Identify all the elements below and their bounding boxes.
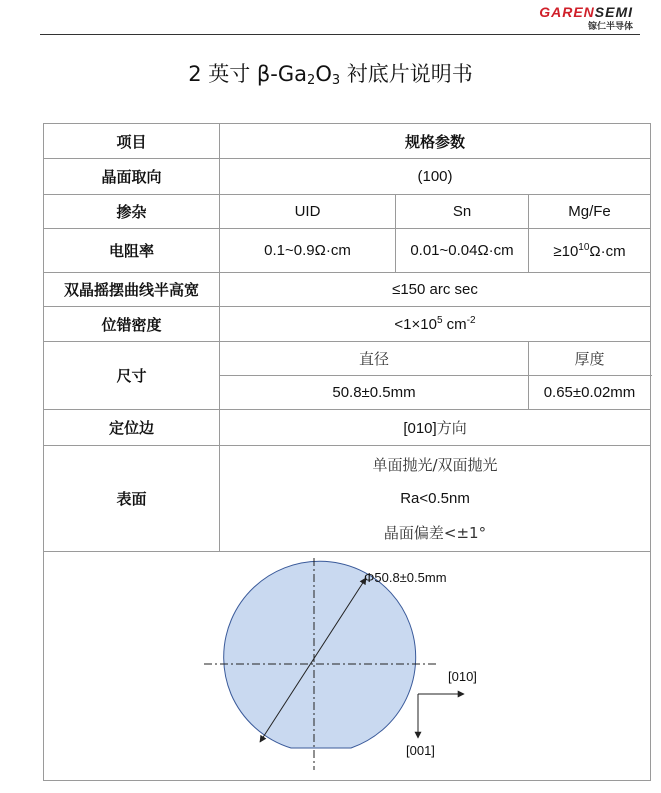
flat-value: [010]方向 <box>220 410 651 446</box>
resistivity-label: 电阻率 <box>44 229 220 273</box>
table-row <box>44 446 651 552</box>
doping-uid: UID <box>220 195 396 229</box>
size-thickness-value: 0.65±0.02mm <box>529 376 651 410</box>
document-title: 2 英寸 $\beta-Ga_2O_3$ 衬底片说明书 <box>188 62 473 88</box>
doping-label: 掺杂 <box>44 195 220 229</box>
diameter-label: Φ50.8±0.5mm <box>364 570 447 585</box>
flat-label: 定位边 <box>44 410 220 446</box>
logo-subtitle: 镓仁半导体 <box>587 22 633 32</box>
resistivity-uid: 0.1~0.9Ω·cm <box>220 229 396 273</box>
resistivity-sn: 0.01~0.04Ω·cm <box>396 229 529 273</box>
spec-table <box>43 123 651 781</box>
diagram-row <box>44 552 651 781</box>
axis-010-label: [010] <box>448 669 477 684</box>
doping-mgfe: Mg/Fe <box>529 195 651 229</box>
orientation-value: (100) <box>220 159 651 195</box>
size-thickness-header: 厚度 <box>529 342 651 376</box>
surface-roughness: Ra<0.5nm <box>400 489 470 507</box>
table-row <box>44 229 651 273</box>
dislocation-label: 位错密度 <box>44 307 220 342</box>
size-label: 尺寸 <box>44 342 220 410</box>
orientation-label: 晶面取向 <box>44 159 220 195</box>
size-diameter-header: 直径 <box>220 342 529 376</box>
surface-label: 表面 <box>44 446 220 552</box>
wafer-diagram <box>44 552 651 780</box>
header-divider <box>40 34 640 35</box>
table-row <box>44 342 651 376</box>
table-row <box>44 307 651 342</box>
header-spec: 规格参数 <box>220 124 651 159</box>
table-header-row <box>44 124 651 159</box>
header-item: 项目 <box>44 124 220 159</box>
fwhm-label: 双晶摇摆曲线半高宽 <box>44 273 220 307</box>
size-diameter-value: 50.8±0.5mm <box>220 376 529 410</box>
table-row <box>44 273 651 307</box>
doping-sn: Sn <box>396 195 529 229</box>
table-row <box>44 195 651 229</box>
resistivity-mgfe: $\ge 10^{10}\Omega\cdot cm$ <box>529 229 651 273</box>
dislocation-value: $<1\times 10^5$ $cm^{-2}$ <box>220 307 651 342</box>
surface-values <box>220 446 651 552</box>
company-logo <box>539 4 633 32</box>
axis-001-label: [001] <box>406 743 435 758</box>
fwhm-value: ≤150 arc sec <box>220 273 651 307</box>
wafer-diagram-cell <box>44 552 651 781</box>
surface-polish: 单面抛光/双面抛光 <box>372 455 498 474</box>
wafer-shape <box>224 561 416 748</box>
table-row <box>44 410 651 446</box>
table-row <box>44 159 651 195</box>
surface-miscut: 晶面偏差<±1° <box>383 523 487 542</box>
logo-wordmark: GARENSEMI <box>539 4 633 20</box>
